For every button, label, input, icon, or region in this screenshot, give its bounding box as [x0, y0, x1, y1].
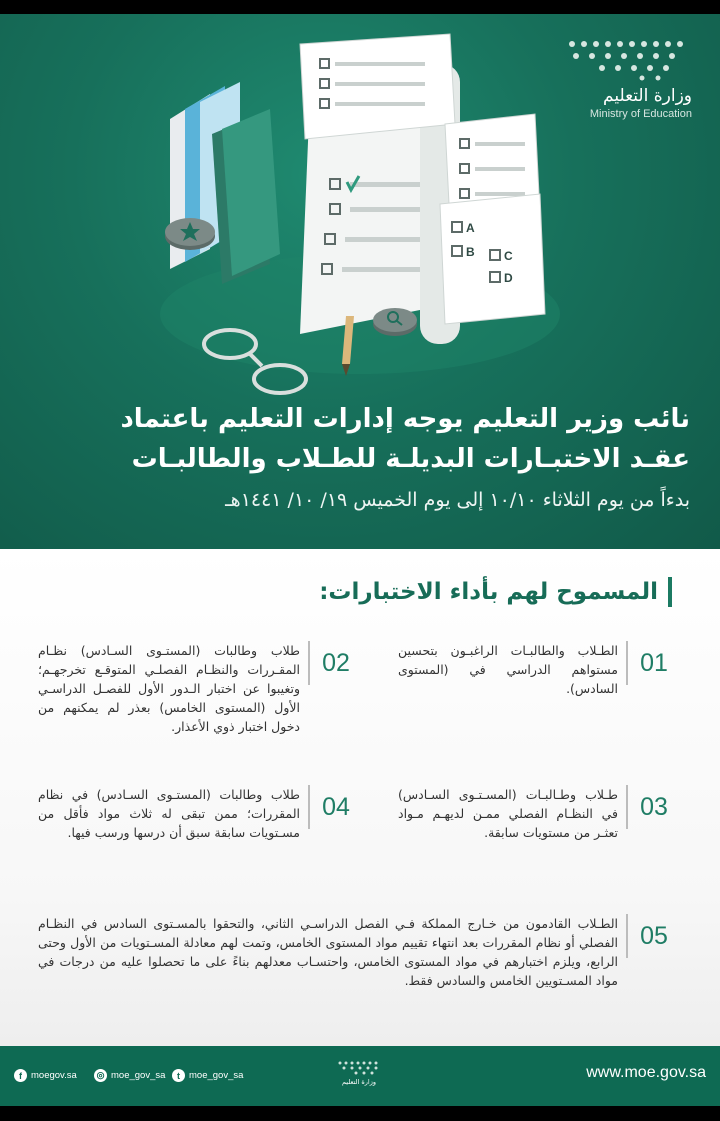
moe-dots-logo-icon — [562, 36, 692, 82]
instagram-icon: ◎ — [94, 1069, 107, 1082]
item-text: طـلاب وطـالبـات (المسـتـوى السـادس) في النظـام الفصلي ممـن لديهـم مـواد تعثـر من مستويات سابقة. — [398, 787, 618, 840]
facebook-icon: f — [14, 1069, 27, 1082]
svg-text:B: B — [466, 245, 475, 259]
item-text: طلاب وطالبات (المستـوى السـادس) نظـام المقـررات والنظـام الفصلـي المتوقـع تخرجهـم؛ وتغيبوا عن اختبار الـدور الأول للفصـل الدراسـي الأول (المستوى الخامس) بعذر لم يمكنهم من دخول اختبار ذوي الأعذار. — [38, 643, 300, 734]
item-number: 02 — [308, 641, 362, 685]
eligibility-section — [0, 549, 720, 1046]
hero-section — [0, 14, 720, 549]
item-number: 03 — [626, 785, 680, 829]
headline-line-2: عقـد الاختبـارات البديلـة للطـلاب والطالبـات — [131, 444, 690, 474]
item-number: 01 — [626, 641, 680, 685]
item-text: الطـلاب القادمون من خـارج المملكة فـي الفصل الدراسـي الثاني، والتحقوا بالمسـتوى السادس في النظـام الفصلي أو نظام المقررات بعد انتهاء تقييم مواد المستوى الخامس، وتمت لهم معادلة المسـتويات من الأول وحتى الرابع، ويلزم اختبارهم في مواد المستوى الخامس، واحتسـاب معدلهم بناءً على ما تحصلوا عليه من درجات في مواد المسـتويين الخامس والسادس فقط. — [38, 916, 618, 988]
item-text: طلاب وطالبات (المستـوى السـادس) في نظام المقررات؛ ممن تبقى له ثلاث مواد فأقل من مسـتويات سابقة سبق أن درسها ورسب فيها. — [38, 787, 300, 840]
item-number: 04 — [308, 785, 362, 829]
facebook-link[interactable] — [14, 1069, 77, 1082]
poster — [0, 14, 720, 1106]
footer — [0, 1046, 720, 1106]
logo-arabic-name: وزارة التعليم — [603, 86, 692, 106]
headline — [20, 399, 690, 517]
list-item-02 — [32, 641, 362, 761]
logo-english-name: Ministry of Education — [589, 108, 692, 120]
list-item-04 — [32, 785, 362, 885]
ministry-logo — [542, 36, 692, 120]
twitter-icon: t — [172, 1069, 185, 1082]
svg-text:D: D — [504, 271, 513, 285]
headline-line-1: نائب وزير التعليم يوجه إدارات التعليم باعتماد — [120, 404, 690, 434]
instagram-link[interactable] — [94, 1069, 165, 1082]
svg-text:A: A — [466, 221, 475, 235]
list-item-05 — [32, 914, 680, 1024]
ministry-mini-logo-icon — [330, 1058, 388, 1094]
svg-text:وزارة التعليم: وزارة التعليم — [341, 1078, 377, 1086]
books-icon — [170, 82, 280, 284]
item-text: الطـلاب والطالبـات الراغبـون بتحسين مستواهم الدراسي في (المستوى السادس). — [398, 643, 618, 696]
list-item-01 — [370, 641, 680, 751]
exam-illustration — [150, 14, 570, 404]
star-icon — [165, 218, 215, 250]
list-item-03 — [370, 785, 680, 885]
twitter-link[interactable] — [172, 1069, 243, 1082]
facebook-handle: moegov.sa — [31, 1070, 77, 1081]
svg-text:C: C — [504, 249, 513, 263]
website-url[interactable]: www.moe.gov.sa — [586, 1064, 706, 1081]
section-title: المسموح لهم بأداء الاختبارات: — [319, 577, 672, 607]
twitter-handle: moe_gov_sa — [189, 1070, 244, 1081]
instagram-handle: moe_gov_sa — [111, 1070, 166, 1081]
item-number: 05 — [626, 914, 680, 958]
headline-date-line: بدءاً من يوم الثلاثاء ١٠/١٠ إلى يوم الخميس ١٩/ ١٠/ ١٤٤١هـ — [225, 489, 690, 511]
magnifier-icon — [373, 308, 417, 336]
